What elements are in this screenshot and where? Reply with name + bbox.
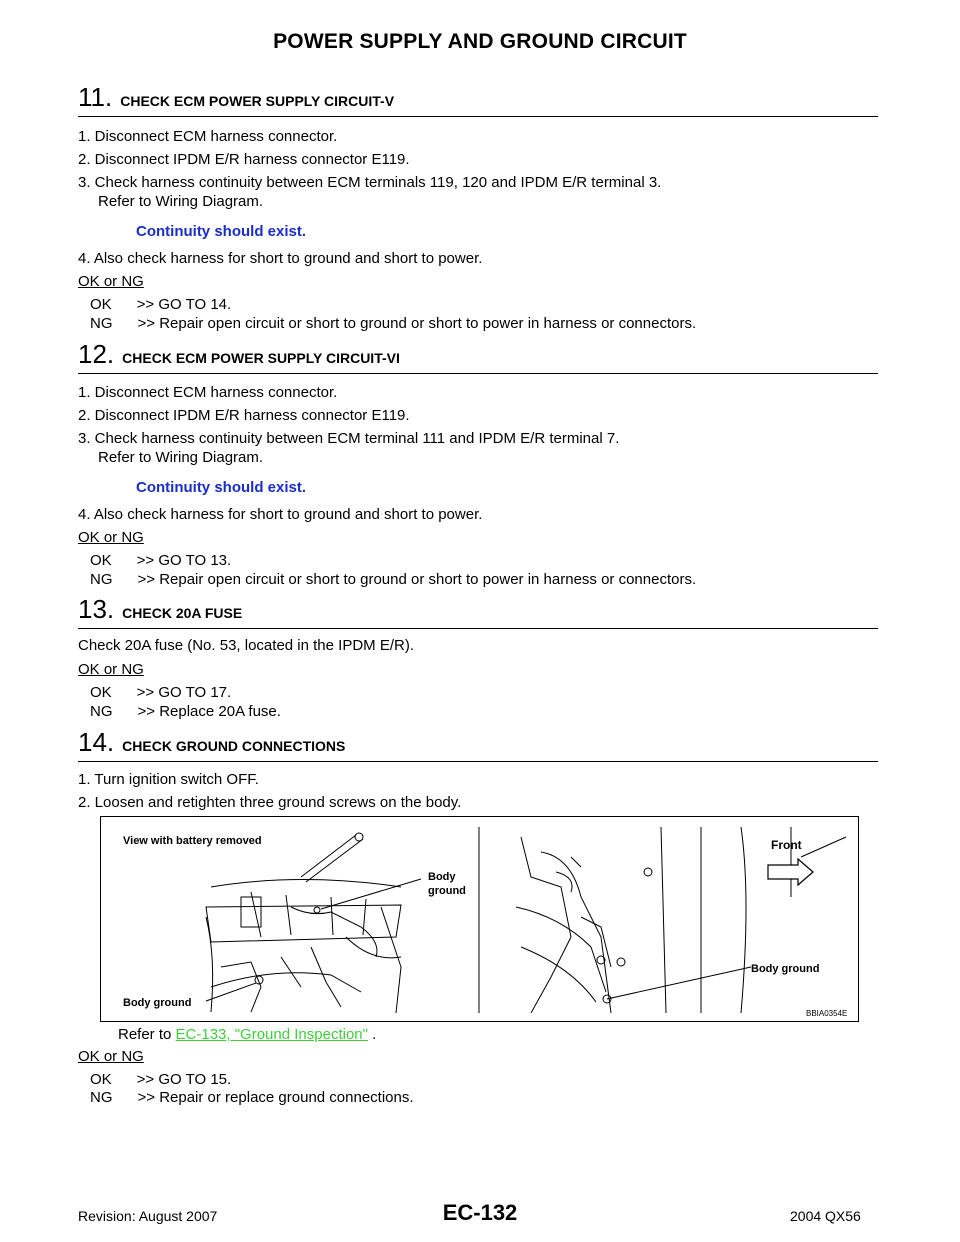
step: 1. Disconnect ECM harness connector. [78, 128, 338, 145]
ok-or-ng: OK or NG [78, 273, 144, 290]
step: 2. Disconnect IPDM E/R harness connector E119. [78, 407, 410, 424]
note-continuity: Continuity should exist. [136, 223, 307, 240]
label-body-ground-right: Body ground [751, 963, 820, 975]
ok-or-ng: OK or NG [78, 1048, 144, 1065]
ground-location-figure [100, 816, 859, 1022]
note-continuity: Continuity should exist. [136, 479, 307, 496]
step: Refer to Wiring Diagram. [98, 193, 264, 210]
section-14 [78, 729, 878, 762]
ng-result: NG >> Replace 20A fuse. [90, 703, 281, 720]
ng-result: NG >> Repair open circuit or short to ground or short to power in harness or connectors. [90, 315, 697, 332]
step: 2. Loosen and retighten three ground screws on the body. [78, 794, 462, 811]
step: 2. Disconnect IPDM E/R harness connector E119. [78, 151, 410, 168]
section-number: 13. [78, 594, 115, 624]
ok-or-ng: OK or NG [78, 661, 144, 678]
section-number: 12. [78, 339, 115, 369]
section-title: CHECK ECM POWER SUPPLY CIRCUIT-VI [122, 350, 400, 366]
label-view-battery-removed: View with battery removed [123, 835, 262, 847]
step: 1. Turn ignition switch OFF. [78, 771, 259, 788]
step: 3. Check harness continuity between ECM terminals 119, 120 and IPDM E/R terminal 3. [78, 174, 662, 191]
section-13 [78, 596, 878, 629]
section-number: 11. [78, 82, 113, 112]
ng-result: NG >> Repair open circuit or short to ground or short to power in harness or connectors. [90, 571, 697, 588]
refer-suffix: . [367, 1026, 377, 1043]
section-12 [78, 341, 878, 374]
step: 4. Also check harness for short to ground and short to power. [78, 250, 483, 267]
ok-result: OK >> GO TO 17. [90, 684, 232, 701]
section-11 [78, 84, 878, 117]
ok-result: OK >> GO TO 15. [90, 1071, 232, 1088]
ok-or-ng: OK or NG [78, 529, 144, 546]
label-body-ground-left: Body ground [123, 997, 192, 1009]
section-number: 14. [78, 727, 115, 757]
model-year: 2004 QX56 [790, 1208, 861, 1224]
figure-code: BBIA0354E [806, 1009, 848, 1018]
refer-prefix: Refer to [118, 1026, 176, 1043]
ground-inspection-link[interactable]: EC-133, "Ground Inspection" [175, 1026, 368, 1043]
section-title: CHECK GROUND CONNECTIONS [122, 738, 346, 754]
ng-result: NG >> Repair or replace ground connections. [90, 1089, 414, 1106]
step: 3. Check harness continuity between ECM terminal 111 and IPDM E/R terminal 7. [78, 430, 620, 447]
page-title: POWER SUPPLY AND GROUND CIRCUIT [273, 30, 687, 53]
label-body-ground-2: ground [428, 885, 466, 897]
refer-line [118, 1026, 376, 1043]
ok-result: OK >> GO TO 14. [90, 296, 232, 313]
step: 4. Also check harness for short to ground and short to power. [78, 506, 483, 523]
step: Check 20A fuse (No. 53, located in the IPDM E/R). [78, 637, 414, 654]
ok-result: OK >> GO TO 13. [90, 552, 232, 569]
step: Refer to Wiring Diagram. [98, 449, 264, 466]
revision-date: Revision: August 2007 [78, 1208, 218, 1224]
engine-bay-drawing [101, 817, 858, 1021]
page-number: EC-132 [442, 1200, 518, 1225]
section-title: CHECK 20A FUSE [122, 605, 243, 621]
label-body-ground: Body [428, 871, 456, 883]
label-front: Front [771, 838, 802, 852]
section-title: CHECK ECM POWER SUPPLY CIRCUIT-V [120, 93, 395, 109]
step: 1. Disconnect ECM harness connector. [78, 384, 338, 401]
